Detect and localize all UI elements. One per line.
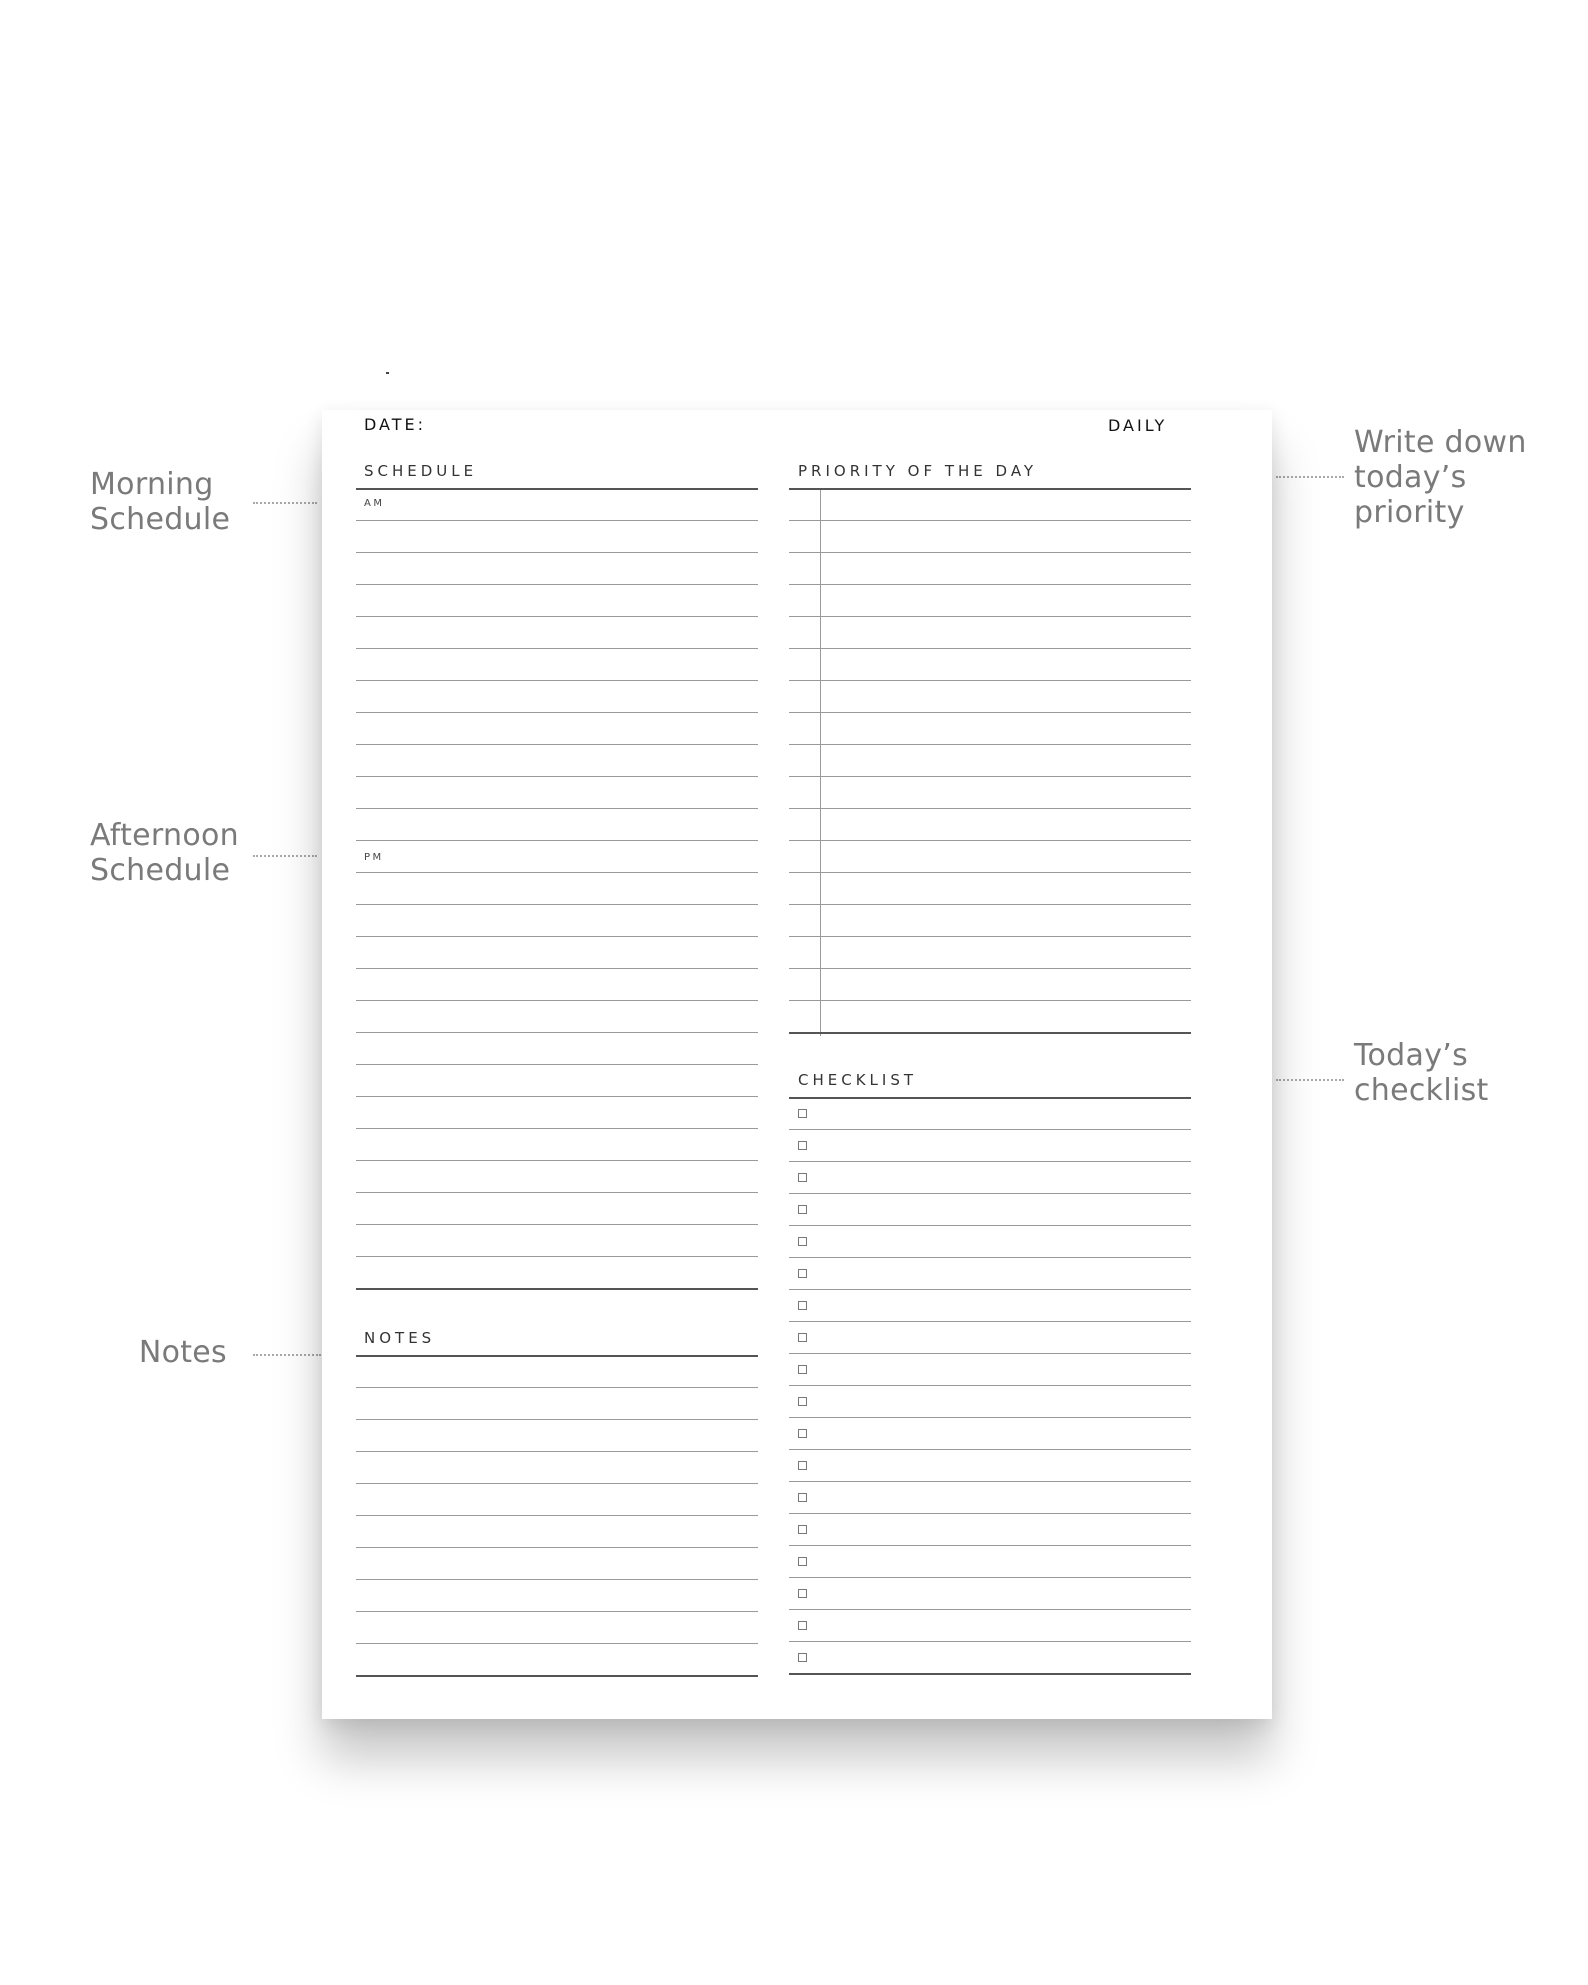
section-rule xyxy=(356,1675,758,1677)
schedule-line xyxy=(356,936,758,937)
checklist-line xyxy=(789,1129,1191,1130)
schedule-line xyxy=(356,584,758,585)
notes-line xyxy=(356,1387,758,1388)
checklist-line xyxy=(789,1609,1191,1610)
checkbox[interactable] xyxy=(798,1461,807,1470)
priority-line xyxy=(789,840,1191,841)
priority-line xyxy=(789,648,1191,649)
speck-mark xyxy=(386,372,389,374)
schedule-line xyxy=(356,712,758,713)
checklist-line xyxy=(789,1641,1191,1642)
notes-line xyxy=(356,1643,758,1644)
annotation-line: Today’s xyxy=(1354,1038,1469,1073)
annotation-priority xyxy=(1354,425,1527,530)
annotation-line: Schedule xyxy=(90,502,231,537)
annotation-line: Schedule xyxy=(90,853,231,888)
checkbox[interactable] xyxy=(798,1365,807,1374)
priority-line xyxy=(789,808,1191,809)
annotation-line: checklist xyxy=(1354,1073,1489,1108)
priority-line xyxy=(789,552,1191,553)
checklist-line xyxy=(789,1513,1191,1514)
checkbox[interactable] xyxy=(798,1397,807,1406)
section-rule xyxy=(356,1355,758,1357)
priority-line xyxy=(789,776,1191,777)
notes-line xyxy=(356,1611,758,1612)
schedule-line xyxy=(356,552,758,553)
priority-line xyxy=(789,680,1191,681)
checklist-line xyxy=(789,1353,1191,1354)
section-rule xyxy=(356,488,758,490)
priority-title: PRIORITY OF THE DAY xyxy=(798,462,1038,480)
priority-line xyxy=(789,904,1191,905)
section-rule xyxy=(789,1097,1191,1099)
am-label: AM xyxy=(364,498,385,509)
annotation-line: Afternoon xyxy=(90,818,239,853)
checklist-line xyxy=(789,1545,1191,1546)
notes-line xyxy=(356,1579,758,1580)
priority-line xyxy=(789,712,1191,713)
checklist-line xyxy=(789,1385,1191,1386)
checklist-line xyxy=(789,1193,1191,1194)
priority-line xyxy=(789,520,1191,521)
checkbox[interactable] xyxy=(798,1333,807,1342)
checklist-line xyxy=(789,1417,1191,1418)
schedule-line xyxy=(356,744,758,745)
notes-line xyxy=(356,1547,758,1548)
section-rule xyxy=(356,1288,758,1290)
priority-line xyxy=(789,616,1191,617)
checkbox[interactable] xyxy=(798,1173,807,1182)
priority-line xyxy=(789,968,1191,969)
checkbox[interactable] xyxy=(798,1269,807,1278)
notes-line xyxy=(356,1515,758,1516)
schedule-line xyxy=(356,1160,758,1161)
schedule-line xyxy=(356,968,758,969)
annotation-notes xyxy=(120,1335,227,1370)
annotation-morning-schedule xyxy=(90,467,230,537)
section-rule xyxy=(789,1673,1191,1675)
annotation-connector xyxy=(253,1354,321,1356)
annotation-afternoon-schedule xyxy=(90,818,239,888)
notes-line xyxy=(356,1483,758,1484)
schedule-line xyxy=(356,1000,758,1001)
date-label: DATE: xyxy=(364,415,427,434)
schedule-line xyxy=(356,1256,758,1257)
checklist-line xyxy=(789,1481,1191,1482)
daily-label: DAILY xyxy=(1108,416,1168,435)
checkbox[interactable] xyxy=(798,1237,807,1246)
checklist-title: CHECKLIST xyxy=(798,1071,918,1089)
schedule-line xyxy=(356,1224,758,1225)
annotation-connector xyxy=(253,855,317,857)
schedule-title: SCHEDULE xyxy=(364,462,478,480)
schedule-line xyxy=(356,904,758,905)
checkbox[interactable] xyxy=(798,1205,807,1214)
notes-title: NOTES xyxy=(364,1329,436,1347)
priority-line xyxy=(789,744,1191,745)
checkbox[interactable] xyxy=(798,1429,807,1438)
annotation-line: Notes xyxy=(138,1335,227,1370)
checkbox[interactable] xyxy=(798,1525,807,1534)
annotation-line: Morning xyxy=(90,467,214,502)
annotation-connector xyxy=(253,502,317,504)
checkbox[interactable] xyxy=(798,1653,807,1662)
priority-margin-line xyxy=(820,488,821,1036)
schedule-line xyxy=(356,1096,758,1097)
schedule-line xyxy=(356,616,758,617)
checklist-line xyxy=(789,1321,1191,1322)
schedule-line xyxy=(356,680,758,681)
checklist-line xyxy=(789,1161,1191,1162)
checklist-line xyxy=(789,1225,1191,1226)
annotation-connector xyxy=(1276,476,1344,478)
schedule-line xyxy=(356,1192,758,1193)
checkbox[interactable] xyxy=(798,1141,807,1150)
section-rule xyxy=(789,488,1191,490)
schedule-line xyxy=(356,648,758,649)
checklist-line xyxy=(789,1257,1191,1258)
annotation-connector xyxy=(1276,1079,1344,1081)
priority-line xyxy=(789,1000,1191,1001)
annotation-checklist xyxy=(1354,1038,1489,1108)
schedule-line xyxy=(356,808,758,809)
checklist-line xyxy=(789,1289,1191,1290)
schedule-line xyxy=(356,872,758,873)
annotation-line: priority xyxy=(1354,495,1465,530)
checkbox[interactable] xyxy=(798,1301,807,1310)
section-rule xyxy=(789,1032,1191,1034)
checklist-line xyxy=(789,1449,1191,1450)
schedule-line xyxy=(356,776,758,777)
priority-line xyxy=(789,584,1191,585)
priority-line xyxy=(789,872,1191,873)
checklist-line xyxy=(789,1577,1191,1578)
checkbox[interactable] xyxy=(798,1589,807,1598)
checkbox[interactable] xyxy=(798,1621,807,1630)
planner-sheet xyxy=(322,410,1272,1719)
notes-line xyxy=(356,1451,758,1452)
checkbox[interactable] xyxy=(798,1493,807,1502)
checkbox[interactable] xyxy=(798,1109,807,1118)
annotation-line: Write down xyxy=(1354,425,1527,460)
notes-line xyxy=(356,1419,758,1420)
schedule-line xyxy=(356,1064,758,1065)
schedule-line xyxy=(356,1128,758,1129)
pm-label: PM xyxy=(364,852,384,863)
schedule-line xyxy=(356,840,758,841)
annotation-line: today’s xyxy=(1354,460,1467,495)
schedule-line xyxy=(356,1032,758,1033)
schedule-line xyxy=(356,520,758,521)
priority-line xyxy=(789,936,1191,937)
checkbox[interactable] xyxy=(798,1557,807,1566)
